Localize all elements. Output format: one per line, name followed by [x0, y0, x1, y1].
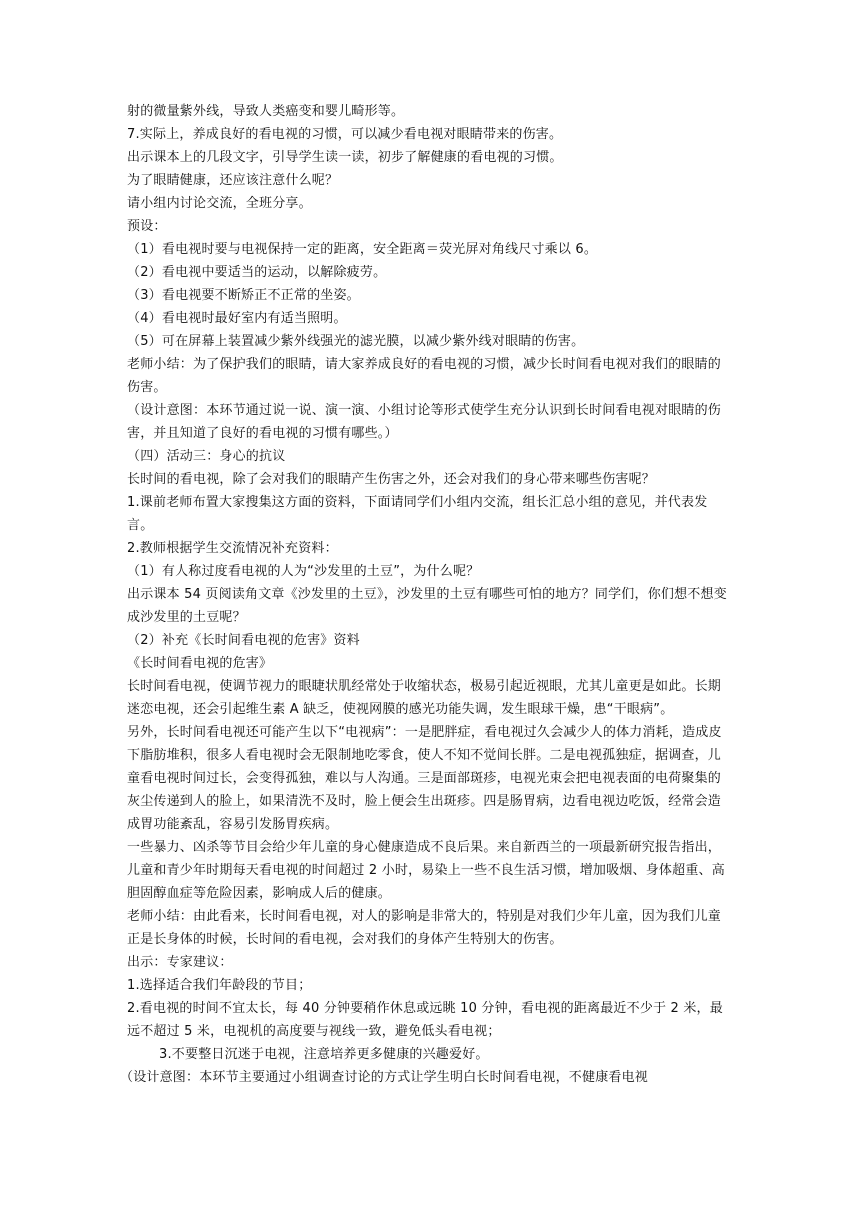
- paragraph-step-1: 1.课前老师布置大家搜集这方面的资料，下面请同学们小组内交流，组长汇总小组的意见，并代表发言。: [127, 495, 708, 533]
- paragraph-violence-research: 一些暴力、凶杀等节目会给少年儿童的身心健康造成不良后果。来自新西兰的一项最新研究报告指出，儿童和青少年时期每天看电视的时间超过 2 小时，易染上一些不良生活习惯，增加吸烟、身体超重、高胆固醇血症等危险因素，影响成人后的健康。: [127, 840, 725, 901]
- paragraph-show-textbook: 出示课本上的几段文字，引导学生读一读，初步了解健康的看电视的习惯。: [127, 150, 563, 165]
- paragraph-design-intent-1: （设计意图：本环节通过说一说、演一演、小组讨论等形式使学生充分认识到长时间看电视对眼睛的伤害，并且知道了良好的看电视的习惯有哪些。）: [127, 403, 722, 441]
- list-item-advice-1: 1.选择适合我们年龄段的节目；: [127, 978, 312, 993]
- paragraph-tv-diseases: 另外，长时间看电视还可能产生以下“电视病”：一是肥胖症，看电视过久会减少人的体力消耗，造成皮下脂肪堆积，很多人看电视时会无限制地吃零食，使人不知不觉间长胖。二是电视孤独症，据调查，儿童看电视时间过长，会变得孤独，难以与人沟通。三是面部斑疹，电视光束会把电视表面的电荷聚集的灰尘传递到人的脸上，如果清洗不及时，脸上便会生出斑疹。四是肠胃病，边看电视边吃饭，经常会造成胃功能紊乱，容易引发肠胃疾病。: [127, 725, 722, 832]
- paragraph-eye-harm-detail: 长时间看电视，使调节视力的眼睫状肌经常处于收缩状态，极易引起近视眼，尤其儿童更是如此。长期迷恋电视，还会引起维生素 A 缺乏，使视网膜的感光功能失调，发生眼球干燥，患“干眼病”。: [127, 679, 722, 717]
- paragraph-body-mind-question: 长时间的看电视，除了会对我们的眼睛产生伤害之外，还会对我们的身心带来哪些伤害呢？: [127, 472, 656, 487]
- list-item-preset-3: （3）看电视要不断矫正不正常的坐姿。: [127, 288, 360, 303]
- list-item-advice-2: 2.看电视的时间不宜太长，每 40 分钟要稍作休息或远眺 10 分钟，看电视的距离最近不少于 2 米，最远不超过 5 米，电视机的高度要与视线一致，避免低头看电视；: [127, 1001, 723, 1039]
- paragraph-question-eye-health: 为了眼睛健康，还应该注意什么呢？: [127, 173, 339, 188]
- list-item-preset-5: （5）可在屏幕上装置减少紫外线强光的滤光膜，以减少紫外线对眼睛的伤害。: [127, 334, 585, 349]
- paragraph-point-7: 7.实际上，养成良好的看电视的习惯，可以减少看电视对眼睛带来的伤害。: [127, 127, 563, 142]
- section-heading-activity-3: （四）活动三：身心的抗议: [127, 449, 286, 464]
- paragraph-supplement-material: （2）补充《长时间看电视的危害》资料: [127, 633, 360, 648]
- paragraph-step-2: 2.教师根据学生交流情况补充资料：: [127, 541, 338, 556]
- list-item-preset-2: （2）看电视中要适当的运动，以解除疲劳。: [127, 265, 387, 280]
- paragraph-expert-advice-label: 出示：专家建议：: [127, 955, 233, 970]
- list-item-preset-1: （1）看电视时要与电视保持一定的距离，安全距离＝荧光屏对角线尺寸乘以 6。: [127, 242, 598, 257]
- list-item-preset-4: （4）看电视时最好室内有适当照明。: [127, 311, 347, 326]
- list-item-advice-3: 3.不要整日沉迷于电视，注意培养更多健康的兴趣爱好。: [159, 1047, 489, 1062]
- paragraph-teacher-summary-2: 老师小结：由此看来，长时间看电视，对人的影响是非常大的，特别是对我们少年儿童，因为我们儿童正是长身体的时候，长时间的看电视，会对我们的身体产生特别大的伤害。: [127, 909, 722, 947]
- paragraph-group-discussion: 请小组内讨论交流，全班分享。: [127, 196, 312, 211]
- paragraph-preset-label: 预设：: [127, 219, 167, 234]
- paragraph-teacher-summary-1: 老师小结：为了保护我们的眼睛，请大家养成良好的看电视的习惯，减少长时间看电视对我们的眼睛的伤害。: [127, 357, 722, 395]
- paragraph-uv-harm: 射的微量紫外线，导致人类癌变和婴儿畸形等。: [127, 104, 405, 119]
- paragraph-material-title: 《长时间看电视的危害》: [127, 656, 273, 671]
- paragraph-design-intent-2: （设计意图：本环节主要通过小组调查讨论的方式让学生明白长时间看电视，不健康看电视: [120, 1070, 649, 1085]
- paragraph-couch-potato: （1）有人称过度看电视的人为“沙发里的土豆”，为什么呢？: [127, 564, 480, 579]
- paragraph-textbook-reading: 出示课本 54 页阅读角文章《沙发里的土豆》，沙发里的土豆有哪些可怕的地方？同学们，你们想不想变成沙发里的土豆呢？: [127, 587, 727, 625]
- document-body: [120, 100, 733, 1089]
